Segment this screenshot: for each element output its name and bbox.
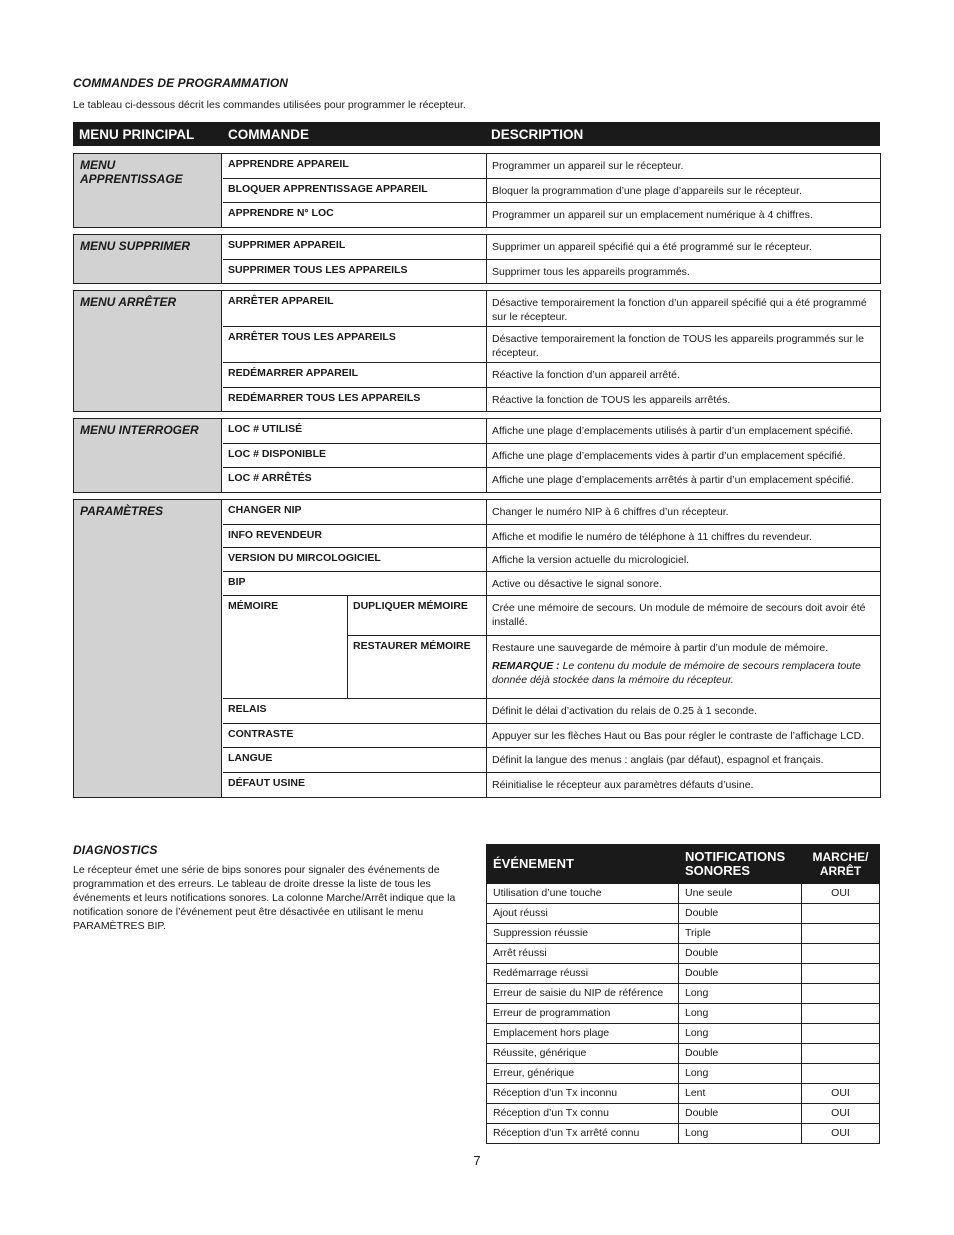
description-cell: Affiche une plage d’emplacements vides à partir d’un emplacement spécifié. [492, 450, 846, 462]
notification-cell: Long [679, 984, 802, 1004]
events-table-header [487, 845, 880, 884]
table-row [487, 1124, 880, 1144]
table-row [223, 363, 880, 388]
section-title-diagnostics: DIAGNOSTICS [73, 843, 158, 857]
description-cell: Réinitialise le récepteur aux paramètres défauts d’usine. [492, 779, 754, 791]
on-off-cell [802, 904, 880, 924]
command-cell: REDÉMARRER APPAREIL [223, 363, 487, 387]
event-cell: Erreur de saisie du NIP de référence [487, 984, 679, 1004]
table-row [487, 1064, 880, 1084]
notification-cell: Une seule [679, 884, 802, 904]
on-off-cell: OUI [802, 1084, 880, 1104]
command-cell: CHANGER NIP [223, 500, 487, 524]
command-cell: LANGUE [223, 748, 487, 772]
description-cell: Affiche la version actuelle du micrologiciel. [492, 554, 690, 566]
table-row [223, 525, 880, 548]
command-cell: SUPPRIMER TOUS LES APPAREILS [223, 260, 487, 283]
notification-cell: Double [679, 964, 802, 984]
notification-cell: Long [679, 1024, 802, 1044]
description-cell: Réactive la fonction d’un appareil arrêté. [492, 369, 680, 381]
table-row [223, 748, 880, 773]
on-off-cell [802, 924, 880, 944]
menu-label: PARAMÈTRES [74, 500, 222, 797]
command-cell: LOC # DISPONIBLE [223, 444, 487, 467]
section-intro: Le tableau ci-dessous décrit les commandes utilisées pour programmer le récepteur. [73, 99, 466, 111]
on-off-cell [802, 1004, 880, 1024]
on-off-cell: OUI [802, 884, 880, 904]
event-cell: Erreur, générique [487, 1064, 679, 1084]
command-cell: INFO REVENDEUR [223, 525, 487, 547]
notification-cell: Long [679, 1124, 802, 1144]
table-row [487, 1084, 880, 1104]
table-row [223, 773, 880, 797]
command-cell: DÉFAUT USINE [223, 773, 487, 797]
event-cell: Redémarrage réussi [487, 964, 679, 984]
events-table [486, 844, 880, 1144]
event-cell: Erreur de programmation [487, 1004, 679, 1024]
menu-group-arreter [73, 290, 881, 412]
table-row [487, 904, 880, 924]
menu-group-apprentissage [73, 153, 881, 228]
on-off-cell [802, 944, 880, 964]
table-row-memoire [223, 596, 880, 699]
table-row [487, 984, 880, 1004]
on-off-cell: OUI [802, 1104, 880, 1124]
on-off-cell [802, 1044, 880, 1064]
description-cell: Affiche une plage d’emplacements utilisés à partir d’un emplacement spécifié. [492, 425, 854, 437]
command-cell: BIP [223, 572, 487, 595]
event-cell: Arrêt réussi [487, 944, 679, 964]
command-cell: LOC # ARRÊTÉS [223, 468, 487, 492]
event-cell: Réception d’un Tx arrêté connu [487, 1124, 679, 1144]
event-cell: Suppression réussie [487, 924, 679, 944]
on-off-cell [802, 1064, 880, 1084]
command-cell: ARRÊTER APPAREIL [223, 291, 487, 326]
description-cell: Affiche et modifie le numéro de téléphone à 11 chiffres du revendeur. [492, 531, 812, 543]
table-row [487, 1044, 880, 1064]
diagnostics-text: Le récepteur émet une série de bips sonores pour signaler des événements de programmation et des erreurs. Le tableau de droite dresse la liste de tous les événements et leurs notifications sonores. La colonne Marche/Arrêt indique que la notification sonore de l’événement peut être désactivée en utilisant le menu PARAMÈTRES BIP. [73, 864, 456, 932]
subcommand-cell: RESTAURER MÉMOIRE [348, 636, 487, 698]
menu-group-parametres [73, 499, 881, 798]
command-cell: VERSION DU MIRCOLOGICIEL [223, 548, 487, 571]
description-cell: Définit la langue des menus : anglais (par défaut), espagnol et français. [492, 754, 824, 766]
notification-cell: Long [679, 1064, 802, 1084]
header-marche-arret: MARCHE/ ARRÊT [802, 845, 880, 884]
page-number: 7 [473, 1153, 481, 1168]
table-row [223, 548, 880, 572]
table-row [487, 964, 880, 984]
table-row [487, 944, 880, 964]
description-cell: Définit le délai d’activation du relais de 0.25 à 1 seconde. [492, 705, 758, 717]
description-cell [487, 636, 880, 698]
command-cell: REDÉMARRER TOUS LES APPAREILS [223, 388, 487, 411]
menu-group-interroger [73, 418, 881, 493]
command-cell: MÉMOIRE [223, 596, 348, 698]
table-row [487, 1024, 880, 1044]
header-menu-principal: MENU PRINCIPAL [79, 127, 195, 142]
table-row [223, 235, 880, 260]
command-cell: LOC # UTILISÉ [223, 419, 487, 443]
description-cell: Réactive la fonction de TOUS les appareils arrêtés. [492, 394, 731, 406]
event-cell: Réception d’un Tx connu [487, 1104, 679, 1124]
table-row [223, 724, 880, 748]
table-row [223, 388, 880, 411]
notification-cell: Lent [679, 1084, 802, 1104]
notification-cell: Double [679, 1104, 802, 1124]
notification-cell: Triple [679, 924, 802, 944]
on-off-cell [802, 984, 880, 1004]
event-cell: Emplacement hors plage [487, 1024, 679, 1044]
table-row [223, 260, 880, 283]
table-row [223, 468, 880, 492]
table-row [223, 154, 880, 179]
command-cell: ARRÊTER TOUS LES APPAREILS [223, 327, 487, 362]
header-description: DESCRIPTION [491, 127, 584, 142]
header-notifications: NOTIFICATIONS SONORES [679, 845, 802, 884]
menu-label: MENU ARRÊTER [74, 291, 222, 411]
description-cell: Désactive temporairement la fonction de TOUS les appareils programmés sur le récepteur. [492, 333, 864, 359]
menu-label: MENU SUPPRIMER [74, 235, 222, 283]
table-row [223, 419, 880, 444]
description-cell: Active ou désactive le signal sonore. [492, 578, 662, 590]
notification-cell: Double [679, 944, 802, 964]
on-off-cell: OUI [802, 1124, 880, 1144]
table-row [223, 572, 880, 596]
table-row [223, 500, 880, 525]
notification-cell: Long [679, 1004, 802, 1024]
table-header [73, 122, 880, 146]
table-row [223, 203, 880, 227]
section-title-programmation: COMMANDES DE PROGRAMMATION [73, 76, 289, 90]
description-cell: Désactive temporairement la fonction d’un appareil spécifié qui a été programmé sur le récepteur. [492, 297, 867, 323]
notification-cell: Double [679, 1044, 802, 1064]
description-text: Restaure une sauvegarde de mémoire à partir d’un module de mémoire. [492, 642, 829, 654]
table-row [487, 924, 880, 944]
on-off-cell [802, 1024, 880, 1044]
event-cell: Utilisation d’une touche [487, 884, 679, 904]
note-body: Le contenu du module de mémoire de secours remplacera toute donnée déjà stockée dans la mémoire du récepteur. [492, 660, 861, 686]
event-cell: Ajout réussi [487, 904, 679, 924]
command-cell: SUPPRIMER APPAREIL [223, 235, 487, 259]
subcommand-cell: DUPLIQUER MÉMOIRE [348, 596, 487, 636]
description-cell: Programmer un appareil sur le récepteur. [492, 160, 684, 172]
menu-label: MENU INTERROGER [74, 419, 222, 492]
table-row [223, 699, 880, 724]
command-cell: RELAIS [223, 699, 487, 723]
header-commande: COMMANDE [228, 127, 309, 142]
table-row [487, 1004, 880, 1024]
command-cell: APPRENDRE APPAREIL [223, 154, 487, 178]
menu-group-supprimer [73, 234, 881, 284]
description-cell: Crée une mémoire de secours. Un module de mémoire de secours doit avoir été installé. [487, 596, 880, 636]
command-cell: CONTRASTE [223, 724, 487, 747]
table-row [223, 179, 880, 203]
description-cell: Changer le numéro NIP à 6 chiffres d’un récepteur. [492, 506, 729, 518]
notification-cell: Double [679, 904, 802, 924]
menu-label: MENU APPRENTISSAGE [74, 154, 222, 227]
table-row [487, 1104, 880, 1124]
note-label: REMARQUE : [492, 660, 560, 672]
table-row [487, 884, 880, 904]
description-cell: Bloquer la programmation d’une plage d’appareils sur le récepteur. [492, 185, 802, 197]
description-cell: Supprimer tous les appareils programmés. [492, 266, 690, 278]
event-cell: Réussite, générique [487, 1044, 679, 1064]
table-row [223, 291, 880, 327]
description-cell: Affiche une plage d’emplacements arrêtés à partir d’un emplacement spécifié. [492, 474, 854, 486]
note-text [492, 659, 875, 687]
event-cell: Réception d’un Tx inconnu [487, 1084, 679, 1104]
description-cell: Supprimer un appareil spécifié qui a été programmé sur le récepteur. [492, 241, 812, 253]
table-row [223, 444, 880, 468]
description-cell: Appuyer sur les flèches Haut ou Bas pour régler le contraste de l’affichage LCD. [492, 730, 865, 742]
description-cell: Programmer un appareil sur un emplacement numérique à 4 chiffres. [492, 209, 813, 221]
command-cell: APPRENDRE N° LOC [223, 203, 487, 227]
command-cell: BLOQUER APPRENTISSAGE APPAREIL [223, 179, 487, 202]
header-evenement: ÉVÉNEMENT [487, 845, 679, 884]
table-row [223, 327, 880, 363]
on-off-cell [802, 964, 880, 984]
